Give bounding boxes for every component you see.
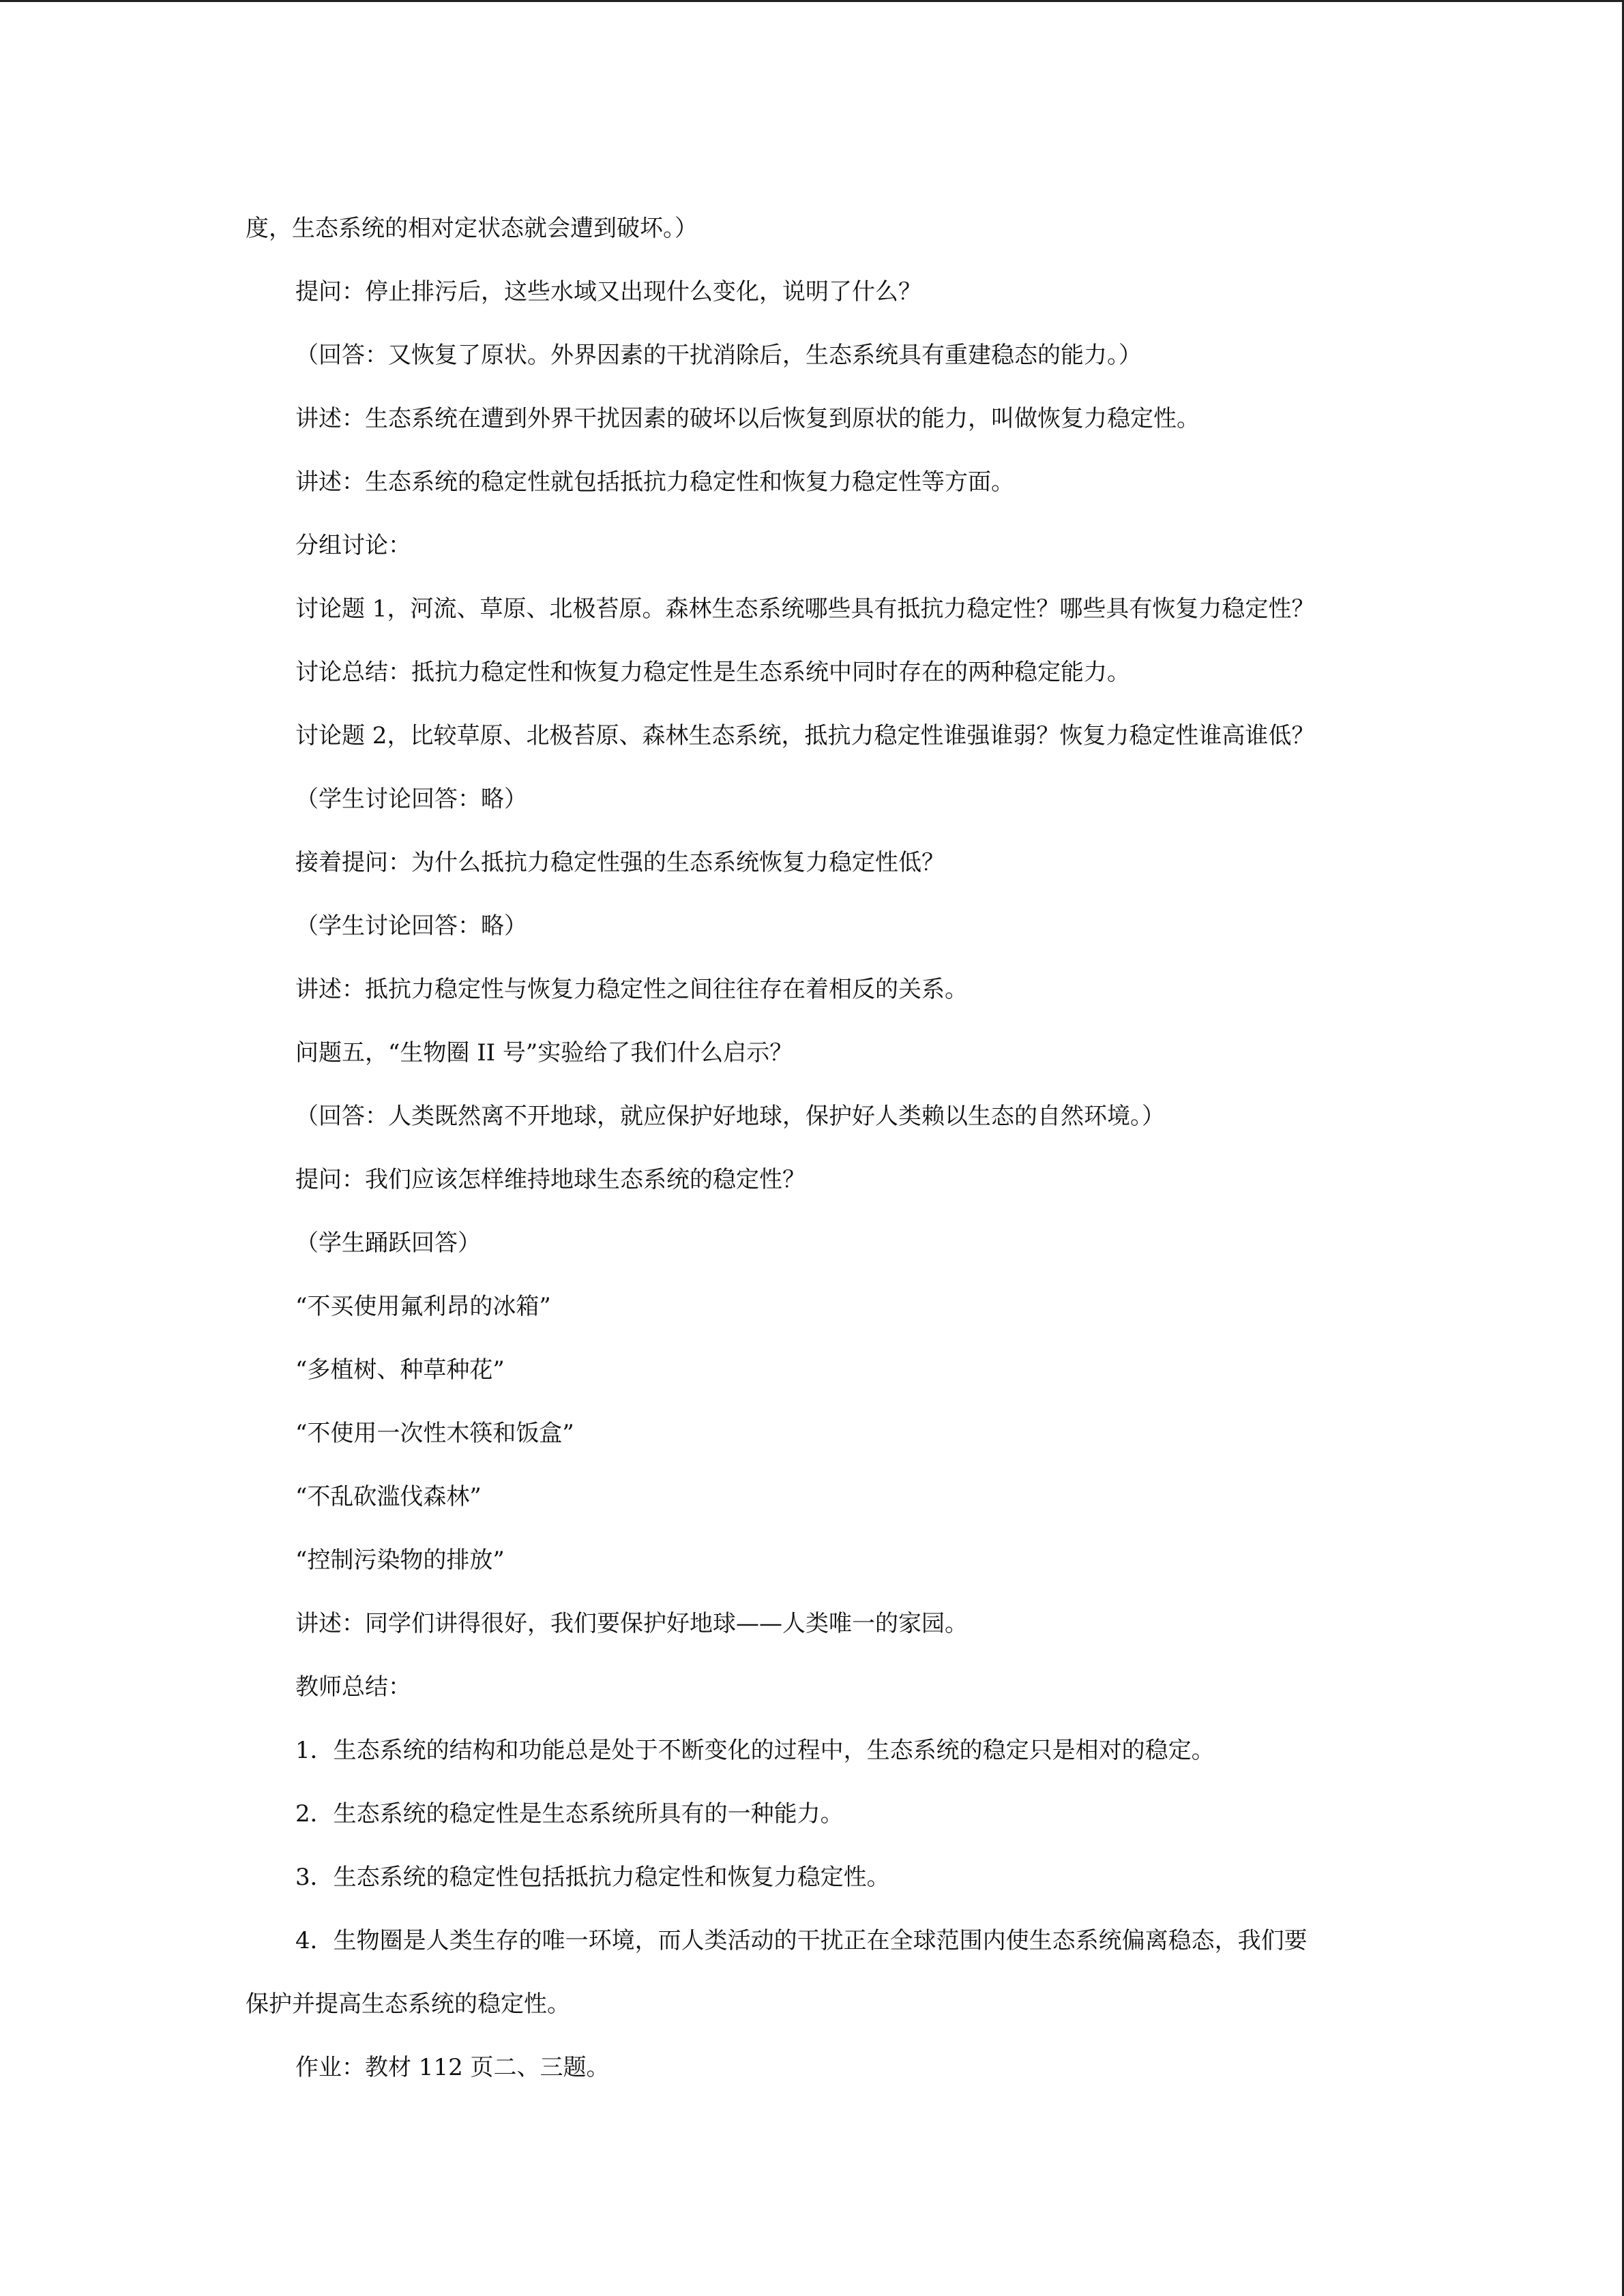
text-line-3: （回答：又恢复了原状。外界因素的干扰消除后，生态系统具有重建稳态的能力。）	[295, 342, 1142, 369]
text-line-29: 保护并提高生态系统的稳定性。	[246, 1991, 570, 2018]
text-line-28: 4．生物圈是人类生存的唯一环境，而人类活动的干扰正在全球范围内使生态系统偏离稳态，我们要	[295, 1927, 1308, 1954]
text-line-10: （学生讨论回答：略）	[295, 786, 527, 813]
text-line-4: 讲述：生态系统在遭到外界干扰因素的破坏以后恢复到原状的能力，叫做恢复力稳定性。	[295, 405, 1200, 432]
text-line-22: “控制污染物的排放”	[295, 1547, 505, 1574]
text-line-7: 讨论题 1，河流、草原、北极苔原。森林生态系统哪些具有抵抗力稳定性？哪些具有恢复力稳定性？	[295, 595, 1315, 623]
text-line-5: 讲述：生态系统的稳定性就包括抵抗力稳定性和恢复力稳定性等方面。	[295, 468, 1014, 496]
text-line-9: 讨论题 2，比较草原、北极苔原、森林生态系统，抵抗力稳定性谁强谁弱？恢复力稳定性谁高谁低？	[295, 722, 1315, 749]
text-line-30: 作业：教材 112 页二、三题。	[295, 2054, 610, 2081]
text-line-20: “不使用一次性木筷和饭盒”	[295, 1420, 574, 1447]
text-line-18: “不买使用氟利昂的冰箱”	[295, 1293, 551, 1320]
text-line-8: 讨论总结：抵抗力稳定性和恢复力稳定性是生态系统中同时存在的两种稳定能力。	[295, 659, 1130, 686]
text-line-27: 3．生态系统的稳定性包括抵抗力稳定性和恢复力稳定性。	[295, 1864, 890, 1891]
text-line-21: “不乱砍滥伐森林”	[295, 1483, 482, 1510]
text-line-19: “多植树、种草种花”	[295, 1356, 505, 1384]
text-line-26: 2．生态系统的稳定性是生态系统所具有的一种能力。	[295, 1800, 844, 1828]
text-line-6: 分组讨论：	[295, 532, 411, 559]
text-line-15: （回答：人类既然离不开地球，就应保护好地球，保护好人类赖以生态的自然环境。）	[295, 1103, 1165, 1130]
text-line-17: （学生踊跃回答）	[295, 1229, 481, 1257]
text-line-23: 讲述：同学们讲得很好，我们要保护好地球——人类唯一的家园。	[295, 1610, 968, 1637]
text-line-24: 教师总结：	[295, 1673, 411, 1701]
text-line-13: 讲述：抵抗力稳定性与恢复力稳定性之间往往存在着相反的关系。	[295, 976, 968, 1003]
text-line-25: 1．生态系统的结构和功能总是处于不断变化的过程中，生态系统的稳定只是相对的稳定。	[295, 1737, 1215, 1764]
text-line-11: 接着提问：为什么抵抗力稳定性强的生态系统恢复力稳定性低？	[295, 849, 945, 876]
text-line-14: 问题五，“生物圈 II 号”实验给了我们什么启示？	[295, 1039, 793, 1067]
text-line-1: 度，生态系统的相对定状态就会遭到破坏。）	[246, 215, 698, 242]
text-line-2: 提问：停止排污后，这些水域又出现什么变化，说明了什么？	[295, 278, 921, 305]
text-line-16: 提问：我们应该怎样维持地球生态系统的稳定性？	[295, 1166, 806, 1193]
text-line-12: （学生讨论回答：略）	[295, 912, 527, 940]
